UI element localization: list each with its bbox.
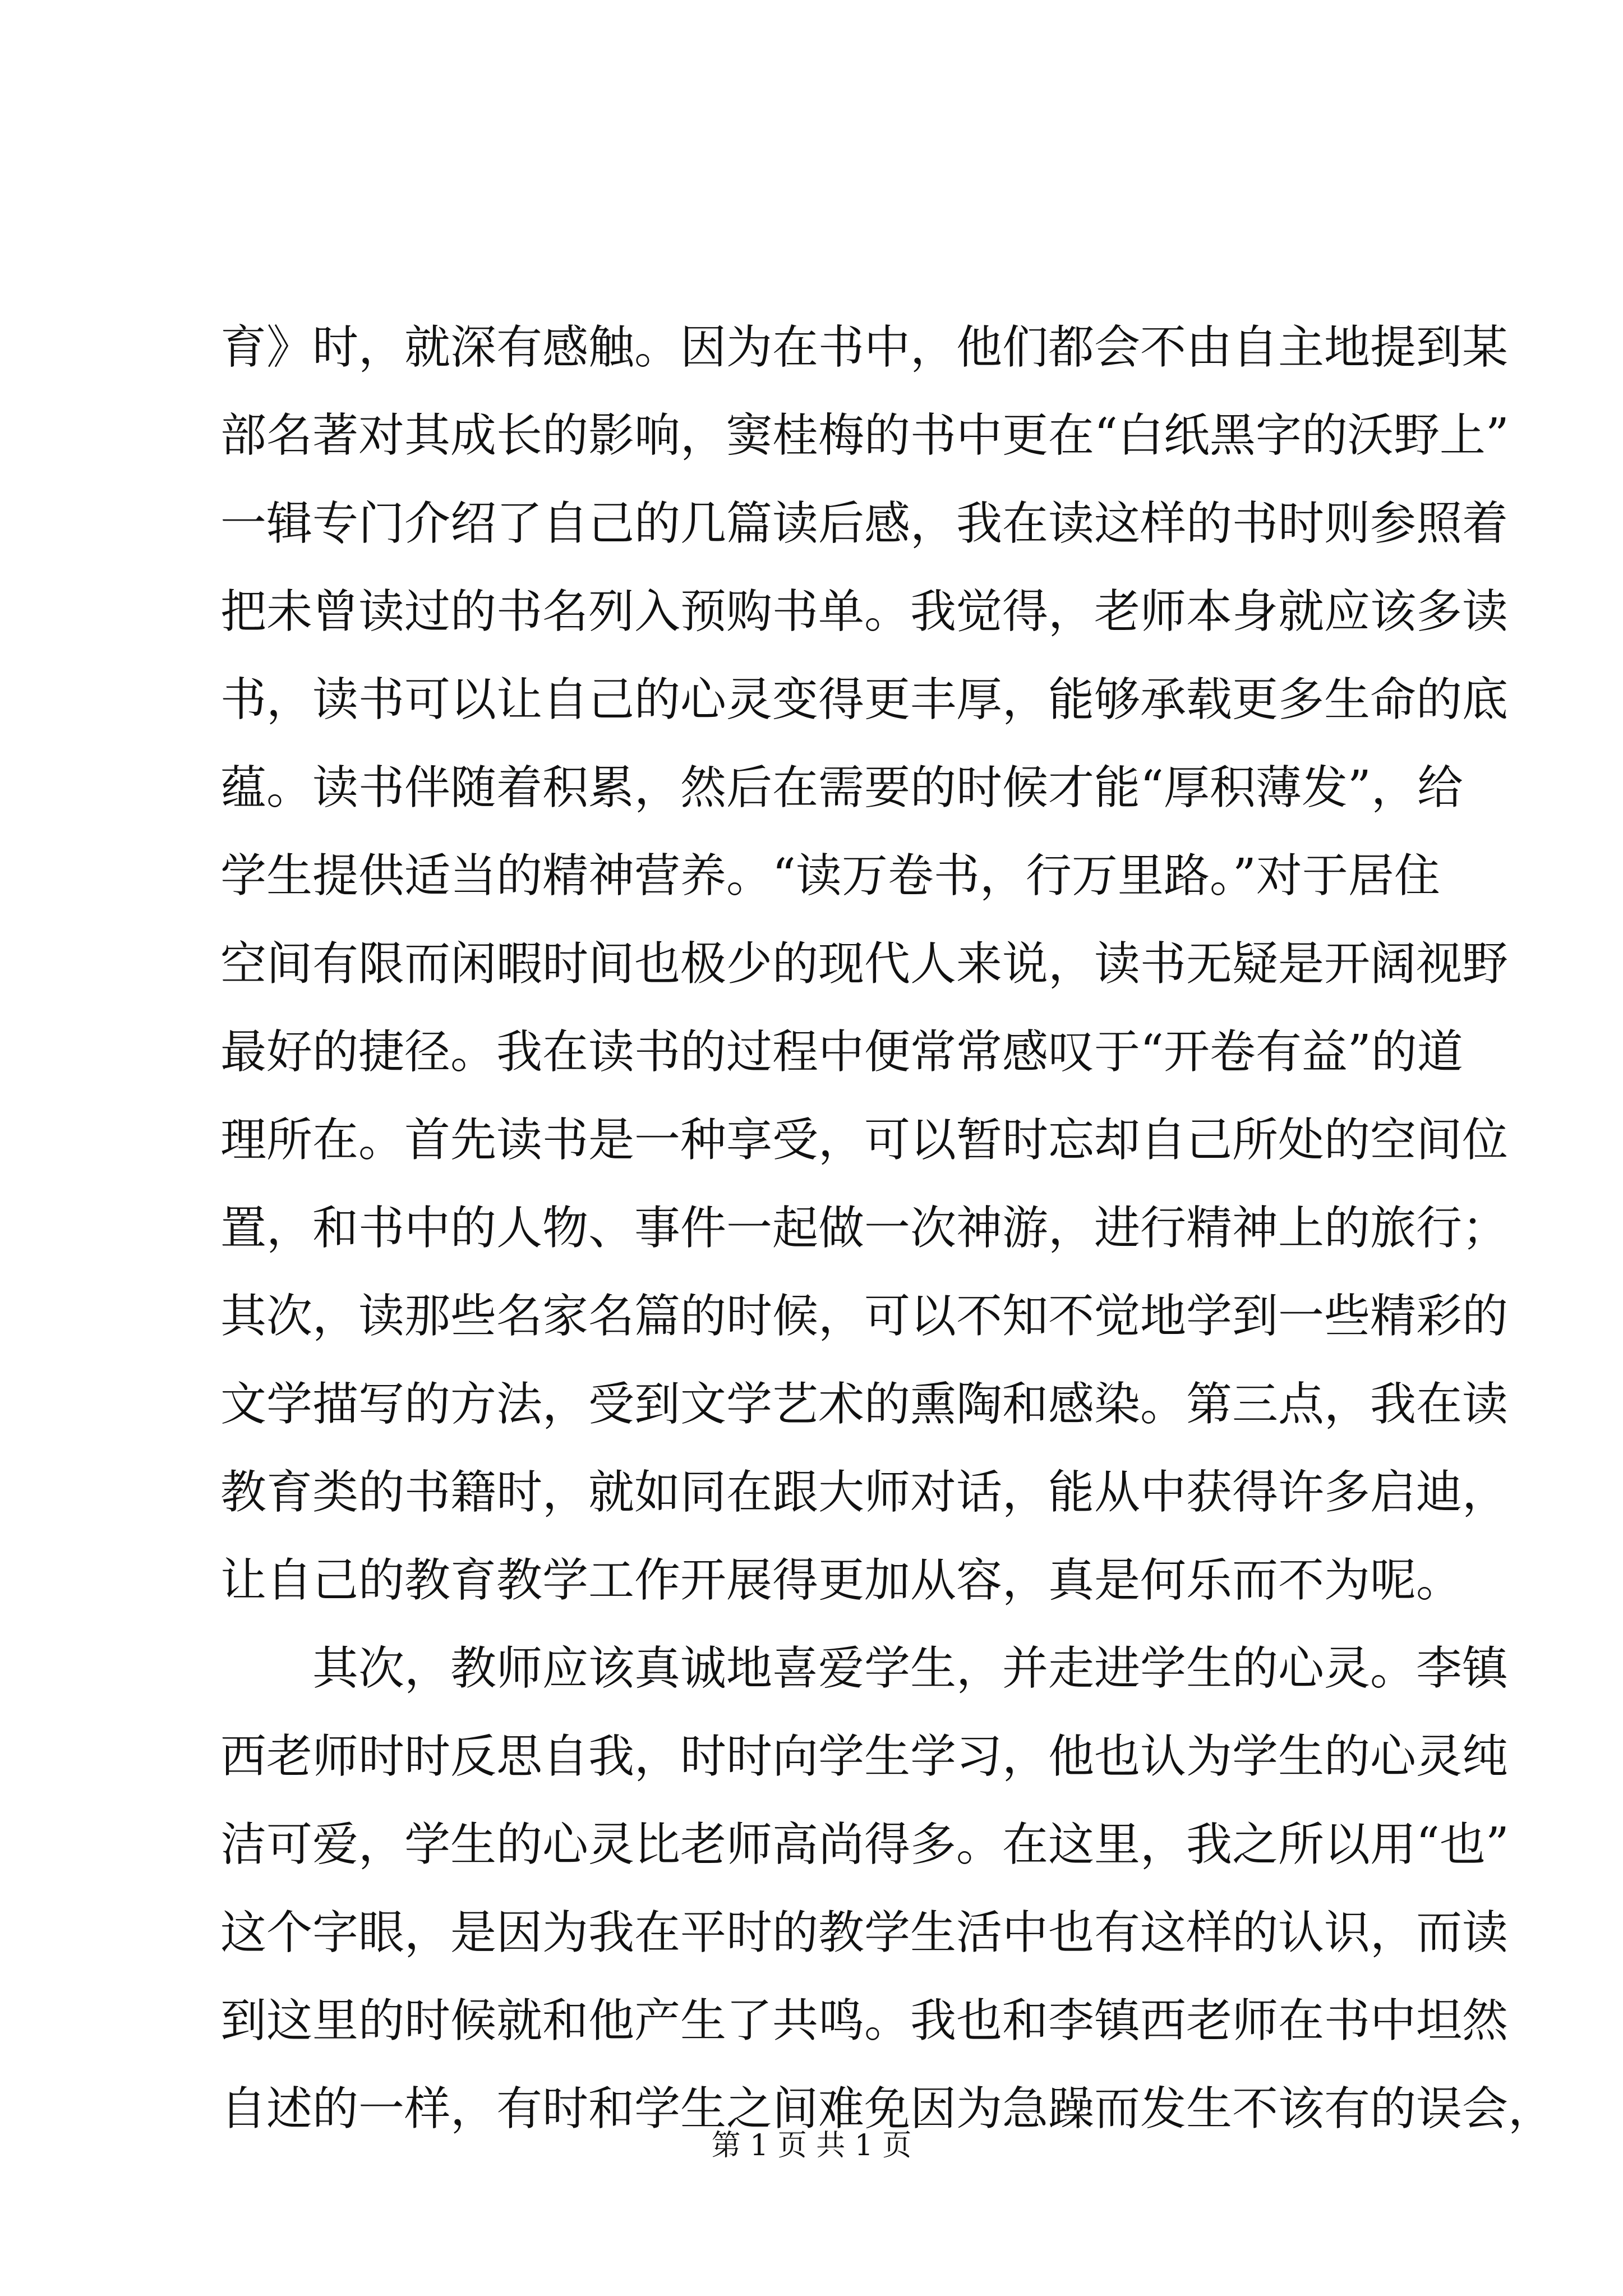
- text-line: 自述的一样，有时和学生之间难免因为急躁而发生不该有的误会，: [220, 2082, 1555, 2136]
- text-line: 让自己的教育教学工作开展得更加从容，真是何乐而不为呢。: [220, 1554, 1463, 1607]
- body-text: [220, 303, 1555, 2153]
- text-line: 蕴。读书伴随着积累，然后在需要的时候才能“厚积薄发”，给: [220, 761, 1463, 815]
- text-line: 育》时，就深有感触。因为在书中，他们都会不由自主地提到某: [220, 321, 1509, 374]
- text-line: 最好的捷径。我在读书的过程中便常常感叹于“开卷有益”的道: [220, 1025, 1463, 1079]
- text-line: 理所在。首先读书是一种享受，可以暂时忘却自己所处的空间位: [220, 1114, 1509, 1167]
- text-line: 这个字眼，是因为我在平时的教学生活中也有这样的认识，而读: [220, 1906, 1509, 1959]
- text-line: 其次，读那些名家名篇的时候，可以不知不觉地学到一些精彩的: [220, 1290, 1509, 1343]
- page-footer: 第 1 页 共 1 页: [711, 2129, 912, 2162]
- text-line: 洁可爱，学生的心灵比老师高尚得多。在这里，我之所以用“也”: [220, 1818, 1509, 1871]
- text-line: 书，读书可以让自己的心灵变得更丰厚，能够承载更多生命的底: [220, 673, 1509, 726]
- text-line: 空间有限而闲暇时间也极少的现代人来说，读书无疑是开阔视野: [220, 937, 1509, 991]
- text-line: 置，和书中的人物、事件一起做一次神游，进行精神上的旅行；: [220, 1202, 1509, 1255]
- paragraph-first-line: 其次，教师应该真诚地喜爱学生，并走进学生的心灵。李镇: [312, 1642, 1509, 1695]
- text-line: 部名著对其成长的影响，窦桂梅的书中更在“白纸黑字的沃野上”: [220, 409, 1509, 462]
- text-line: 学生提供适当的精神营养。“读万卷书，行万里路。”对于居住: [220, 849, 1440, 903]
- text-line: 一辑专门介绍了自己的几篇读后感，我在读这样的书时则参照着: [220, 497, 1509, 550]
- text-line: 西老师时时反思自我，时时向学生学习，他也认为学生的心灵纯: [220, 1730, 1509, 1783]
- text-line: 文学描写的方法，受到文学艺术的熏陶和感染。第三点，我在读: [220, 1378, 1509, 1431]
- text-line: 教育类的书籍时，就如同在跟大师对话，能从中获得许多启迪，: [220, 1466, 1509, 1519]
- text-line: 把未曾读过的书名列入预购书单。我觉得，老师本身就应该多读: [220, 585, 1509, 638]
- text-line: 到这里的时候就和他产生了共鸣。我也和李镇西老师在书中坦然: [220, 1994, 1509, 2047]
